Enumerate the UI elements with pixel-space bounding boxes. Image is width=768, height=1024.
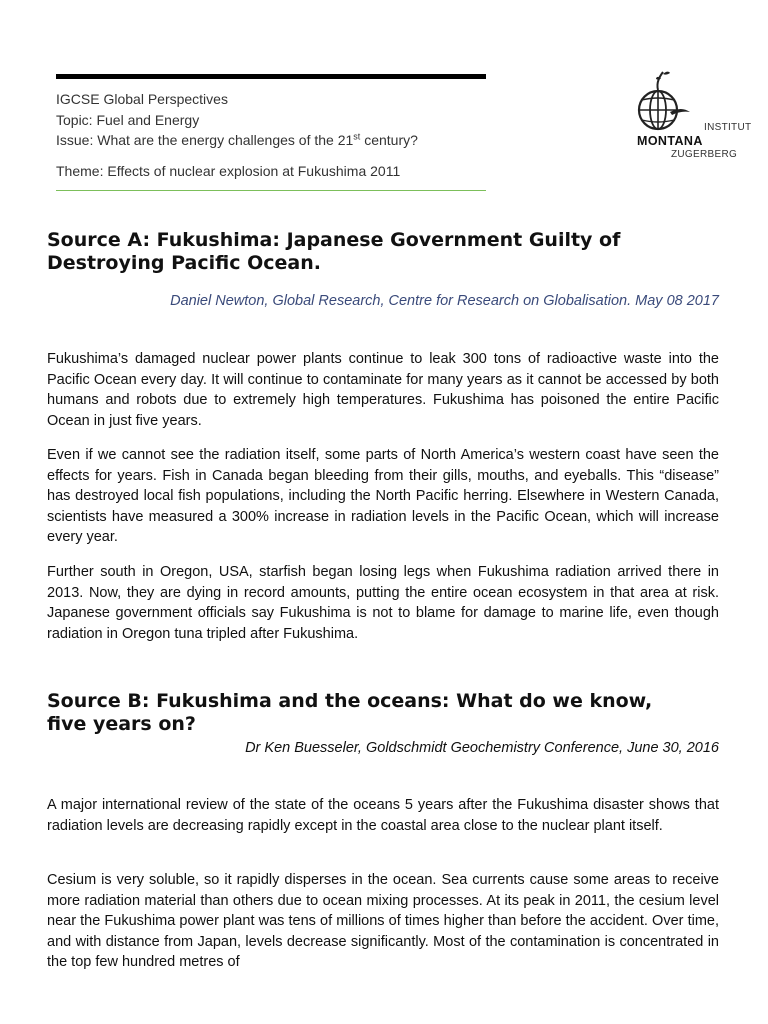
logo-text-institut: INSTITUT (704, 122, 752, 133)
header-rule-black (56, 74, 486, 79)
source-b-byline: Dr Ken Buesseler, Goldschmidt Geochemistry Conference, June 30, 2016 (245, 740, 719, 756)
institut-montana-logo (630, 68, 752, 168)
source-a-title-line2: Destroying Pacific Ocean. (47, 252, 321, 274)
theme-line: Theme: Effects of nuclear explosion at Fukushima 2011 (56, 163, 401, 179)
source-a-paragraph-3: Further south in Oregon, USA, starfish began losing legs when Fukushima radiation arrived there in 2013. Now, they are dying in record amounts, putting the entire ocean ecosystem in that area at risk. Japanese government officials say Fukushima is not to blame for damage to marine life, even though radiation in Oregon tuna tripled after Fukushima. (47, 564, 719, 642)
logo-text-montana: MONTANA (637, 134, 703, 148)
globe-icon (630, 68, 694, 134)
course-title: IGCSE Global Perspectives (56, 91, 228, 107)
source-a-title (47, 229, 727, 275)
source-b-title-line1: Source B: Fukushima and the oceans: What do we know, (47, 690, 653, 712)
source-a-paragraph-2: Even if we cannot see the radiation itself, some parts of North America’s western coast have seen the effects for years. Fish in Canada began bleeding from their gills, mouths, and eyeballs. This “disease” has destroyed local fish populations, including the North Pacific herring. Elsewhere in Western Canada, scientists have measured a 300% increase in radiation levels in the Pacific Ocean, which will increase every year. (47, 447, 719, 545)
source-a-paragraph-1: Fukushima’s damaged nuclear power plants continue to leak 300 tons of radioactive waste into the Pacific Ocean every day. It will continue to contaminate for many years as it cannot be accessed by both humans and robots due to extremely high temperatures. Fukushima has poisoned the entire Pacific Ocean in just five years. (47, 351, 719, 429)
course-info (56, 89, 496, 151)
source-b-paragraph-1: A major international review of the state of the oceans 5 years after the Fukushima disaster shows that radiation levels are decreasing rapidly except in the coastal area close to the nuclear plant itself. (47, 797, 719, 834)
logo-text-zugerberg: ZUGERBERG (671, 149, 738, 160)
issue-text: Issue: What are the energy challenges of the 21 (56, 132, 354, 148)
issue-text-end: century? (360, 132, 418, 148)
source-a-byline: Daniel Newton, Global Research, Centre for Research on Globalisation. May 08 2017 (170, 293, 719, 309)
source-b-title-line2: five years on? (47, 713, 196, 735)
header-rule-green (56, 190, 486, 191)
source-a-title-line1: Source A: Fukushima: Japanese Government Guilty of (47, 229, 621, 251)
source-b-title (47, 690, 727, 736)
topic-line: Topic: Fuel and Energy (56, 111, 200, 128)
source-b-paragraph-2: Cesium is very soluble, so it rapidly disperses in the ocean. Sea currents cause some areas to receive more radiation material than others due to ocean mixing processes. At its peak in 2011, the cesium level near the Fukushima power plant was tens of millions of times higher than before the accident. Over time, and with distance from Japan, levels decrease significantly. Most of the contamination is concentrated in the top few hundred metres of (47, 872, 719, 970)
issue-superscript: st (353, 131, 361, 142)
issue-line (56, 130, 496, 151)
